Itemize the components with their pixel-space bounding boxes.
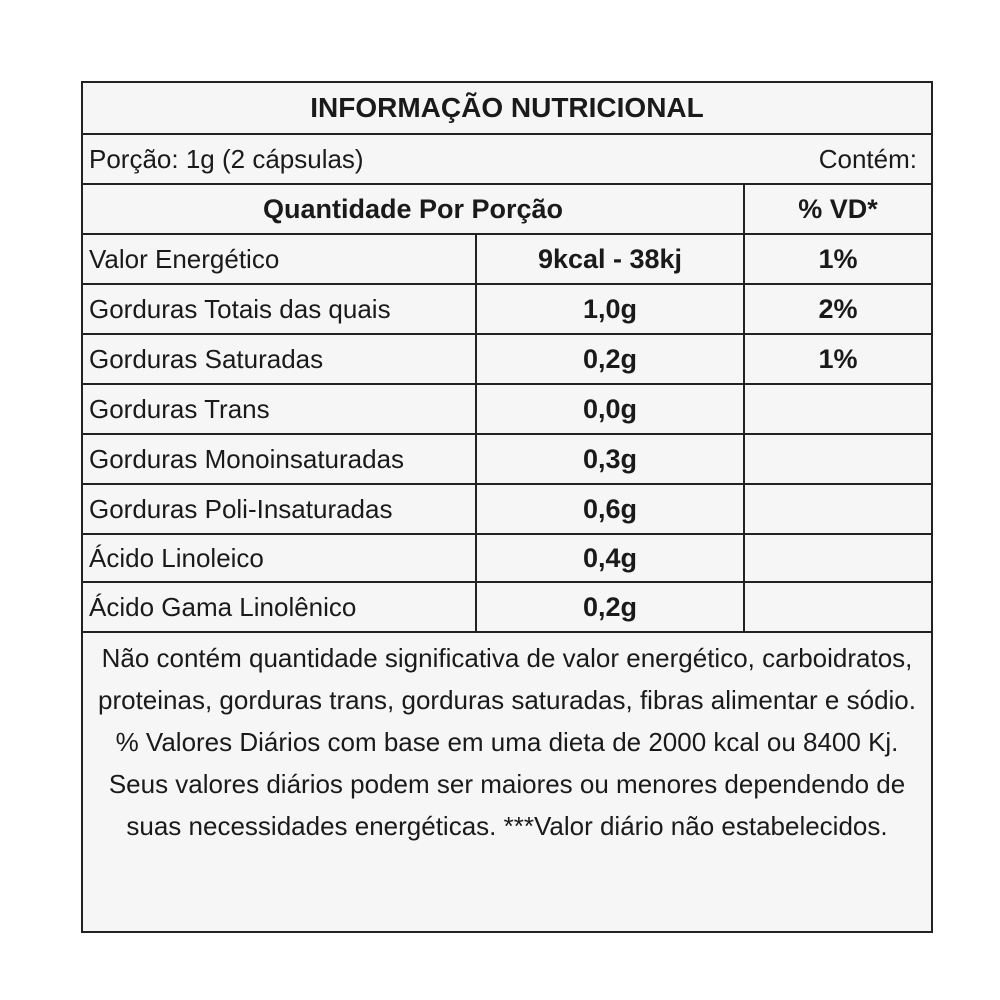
table-row [83,583,931,633]
nutrient-name: Gorduras Monoinsaturadas [89,443,405,474]
nutrient-vd [745,385,931,433]
table-title: INFORMAÇÃO NUTRICIONAL [310,92,704,123]
nutrient-vd [745,583,931,631]
nutrition-facts-table [81,81,933,933]
portion-row [83,135,931,185]
table-row [83,235,931,285]
nutrient-name: Valor Energético [89,243,280,274]
nutrient-name: Gorduras Poli-Insaturadas [89,493,393,524]
nutrient-amount: 1,0g [475,285,745,333]
nutrient-vd: 2% [818,293,858,324]
nutrient-amount: 0,2g [475,335,745,383]
vd-header: % VD* [798,193,878,224]
nutrient-vd [745,485,931,533]
nutrient-amount: 0,3g [475,435,745,483]
nutrient-amount: 9kcal - 38kj [475,235,745,283]
nutrient-amount: 0,4g [475,535,745,581]
nutrient-name: Gorduras Totais das quais [89,293,391,324]
nutrient-name: Gorduras Saturadas [89,343,324,374]
nutrient-amount: 0,6g [475,485,745,533]
table-row [83,335,931,385]
nutrient-vd: 1% [818,243,858,274]
nutrient-name: Ácido Linoleico [89,542,264,573]
quantity-header: Quantidade Por Porção [83,185,745,233]
table-row [83,285,931,335]
contains-label: Contém: [818,143,917,174]
table-row [83,435,931,485]
nutrient-vd: 1% [818,343,858,374]
nutrient-amount: 0,2g [475,583,745,631]
nutrient-amount: 0,0g [475,385,745,433]
table-row [83,485,931,535]
nutrient-name: Ácido Gama Linolênico [89,591,357,622]
nutrient-vd [745,435,931,483]
title-row [83,83,931,135]
table-row [83,385,931,435]
footnote-text: Não contém quantidade significativa de valor energético, carboidratos, proteinas, gorduras trans, gorduras saturadas, fibras alimentar e sódio. % Valores Diários com base em uma dieta de 2000 kcal ou 8400 Kj. Seus valores diários podem ser maiores ou menores dependendo de suas necessidades energéticas. ***Valor diário não estabelecidos. [98,643,916,841]
nutrient-name: Gorduras Trans [89,393,270,424]
table-row [83,535,931,583]
column-header-row [83,185,931,235]
portion-label: Porção: 1g (2 cápsulas) [89,143,364,174]
nutrient-vd [745,535,931,581]
